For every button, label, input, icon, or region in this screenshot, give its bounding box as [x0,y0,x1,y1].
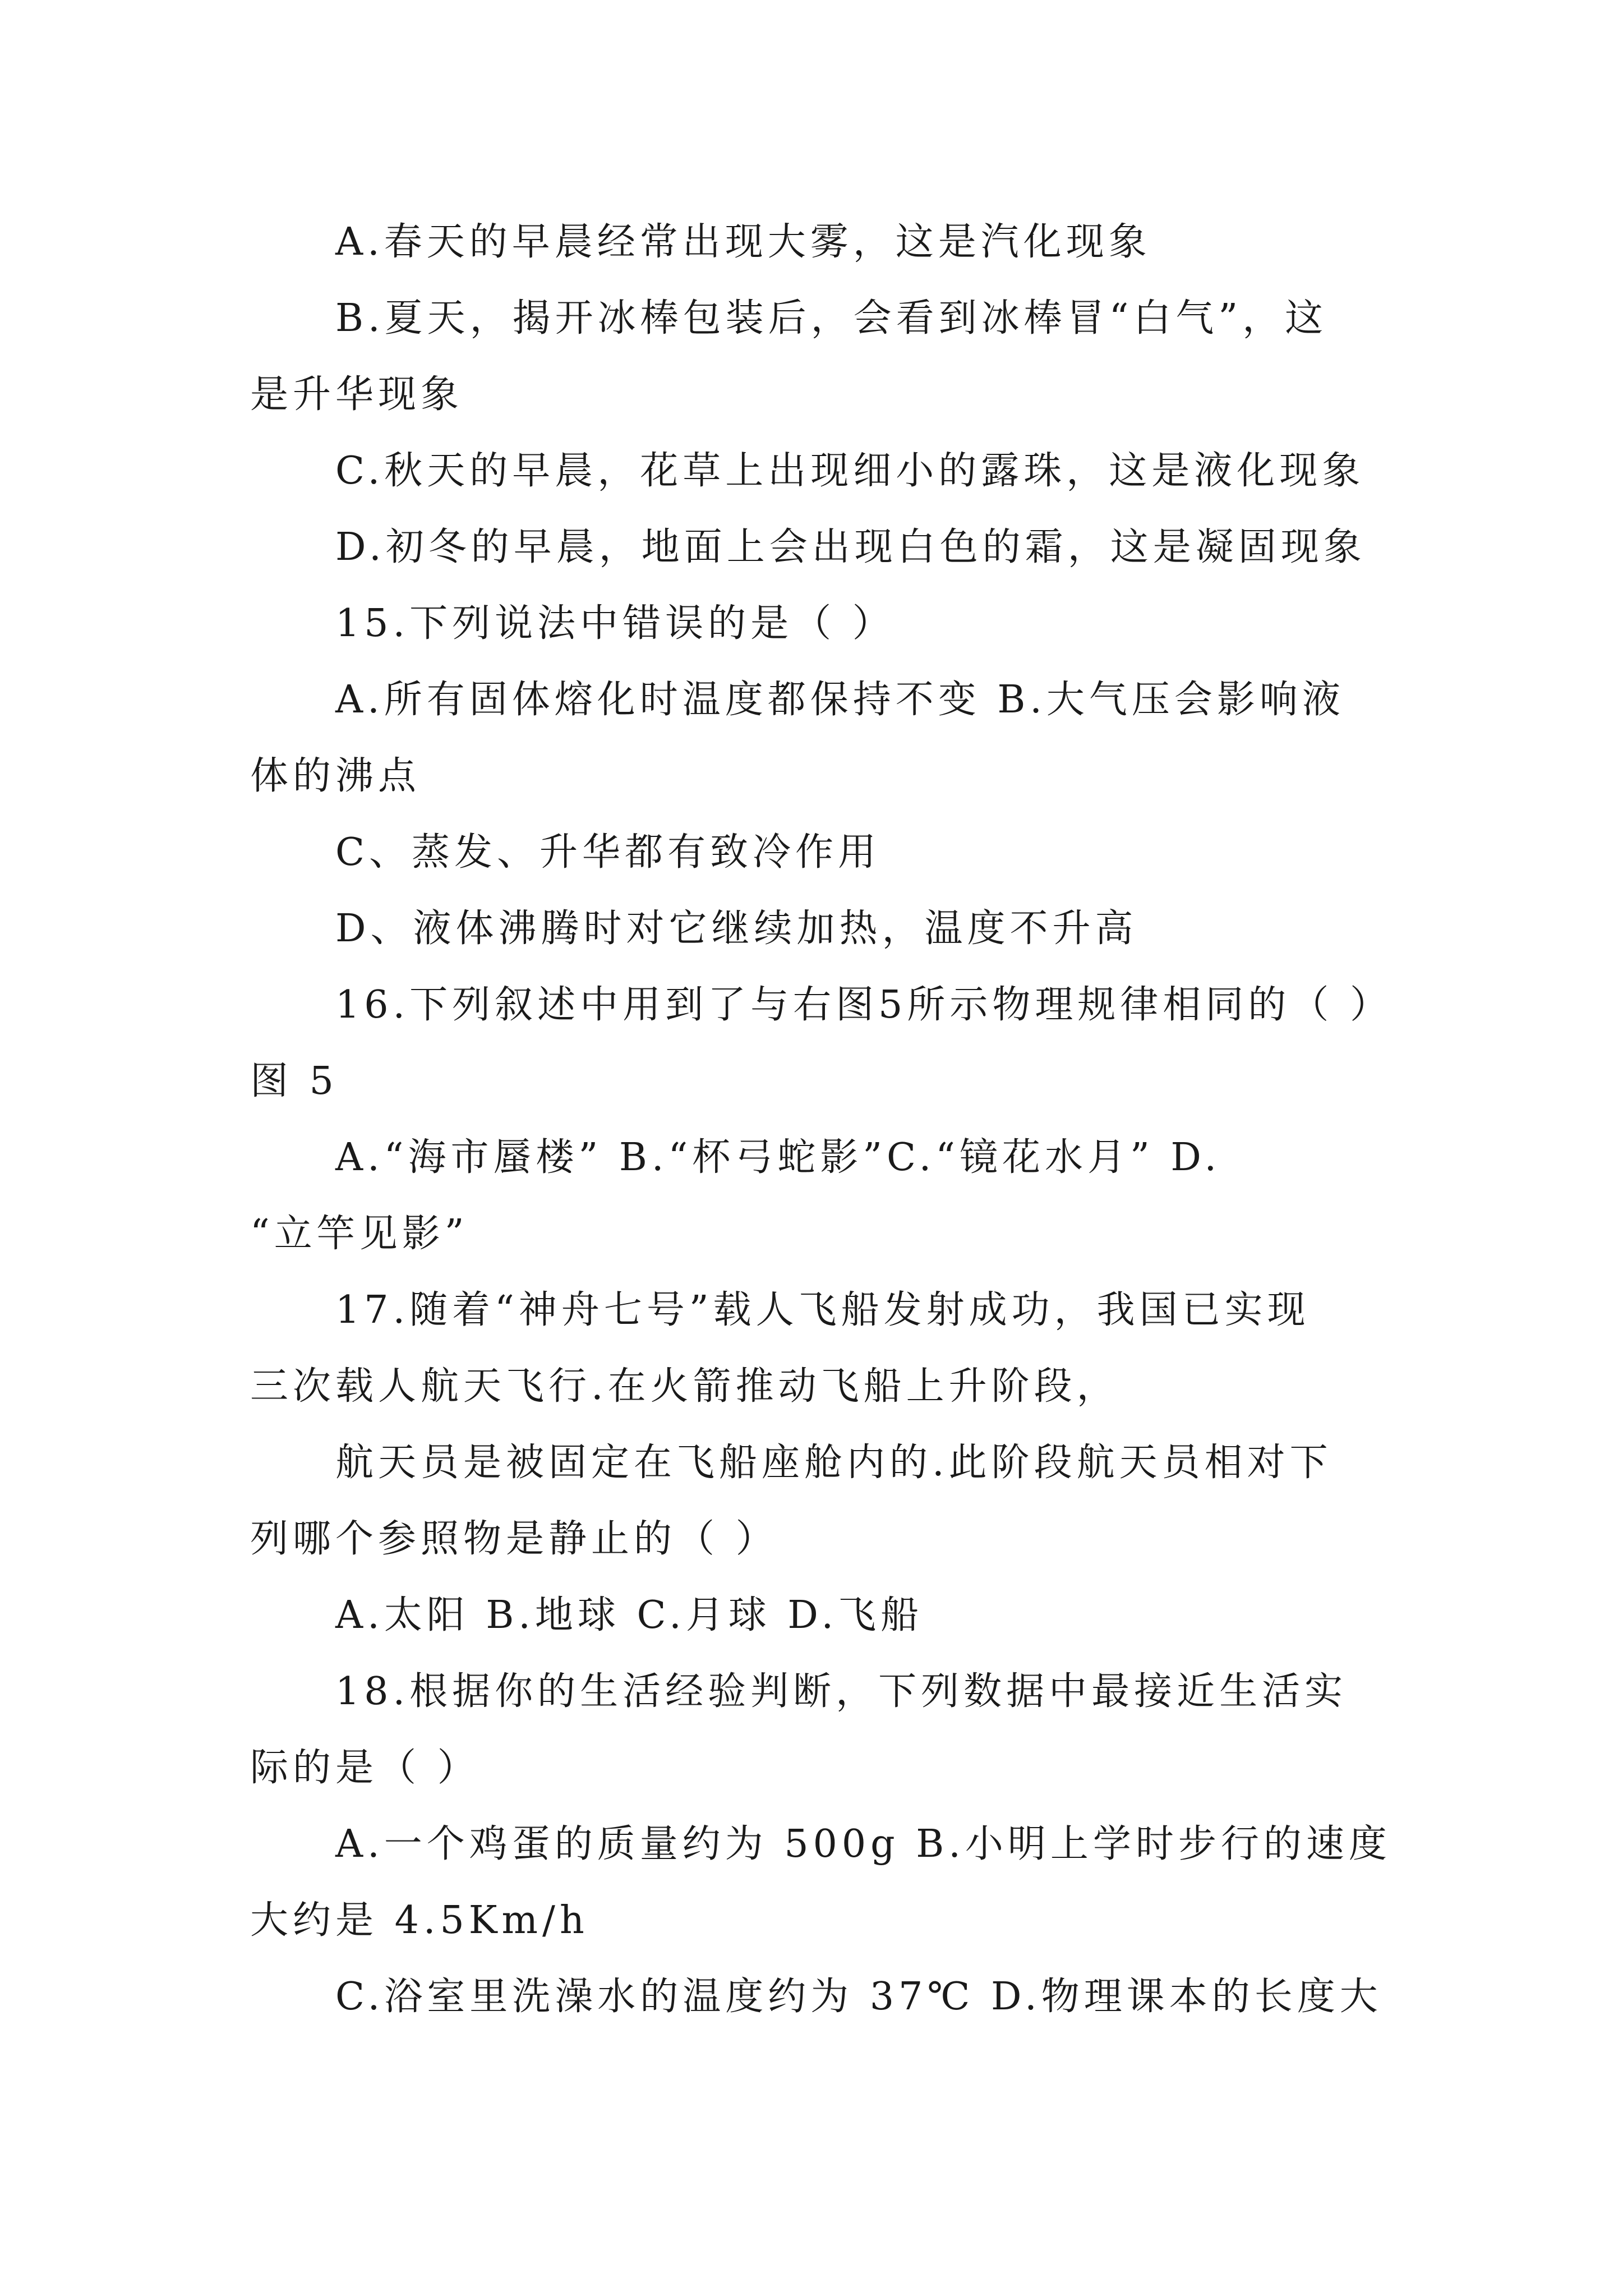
question-16-stem: 16.下列叙述中用到了与右图5所示物理规律相同的（ ） [335,983,1393,1027]
options-15ab-continuation: 体的沸点 [250,754,421,798]
option-15c-line: C、蒸发、升华都有致冷作用 [335,830,881,875]
question-18-stem: 18.根据你的生活经验判断，下列数据中最接近生活实 [335,1669,1348,1714]
option-14c-line: C.秋天的早晨，花草上出现细小的露珠，这是液化现象 [335,449,1365,493]
options-18ab-line: A.一个鸡蛋的质量约为 500g B.小明上学时步行的速度 [335,1822,1391,1866]
question-17-stem-cont-1: 三次载人航天飞行.在火箭推动飞船上升阶段， [250,1364,1119,1409]
question-17-stem-cont-2: 航天员是被固定在飞船座舱内的.此阶段航天员相对下 [335,1441,1332,1485]
question-15-stem: 15.下列说法中错误的是（ ） [335,601,895,646]
options-17-line: A.太阳 B.地球 C.月球 D.飞船 [335,1593,924,1637]
options-16-line: A.“海市蜃楼” B.“杯弓蛇影”C.“镜花水月” D. [335,1135,1221,1180]
option-14a-line: A.春天的早晨经常出现大雾，这是汽化现象 [335,220,1151,264]
option-14d-line: D.初冬的早晨，地面上会出现白色的霜，这是凝固现象 [335,525,1366,569]
option-14b-line: B.夏天，揭开冰棒包装后，会看到冰棒冒“白气”，这 [335,296,1328,341]
question-17-stem: 17.随着“神舟七号”载人飞船发射成功，我国已实现 [335,1288,1310,1332]
figure-5-label: 图 5 [250,1059,338,1103]
option-14b-continuation: 是升华现象 [250,372,464,417]
options-18ab-continuation: 大约是 4.5Km/h [250,1898,589,1943]
options-18cd-line: C.浴室里洗澡水的温度约为 37℃ D.物理课本的长度大 [335,1975,1382,2019]
options-16-continuation: “立竿见影” [250,1212,469,1256]
question-18-stem-cont: 际的是（ ） [250,1746,480,1790]
option-15d-line: D、液体沸腾时对它继续加热，温度不升高 [335,907,1138,951]
options-15ab-line: A.所有固体熔化时温度都保持不变 B.大气压会影响液 [335,678,1345,722]
question-17-stem-cont-3: 列哪个参照物是静止的（ ） [250,1517,778,1561]
